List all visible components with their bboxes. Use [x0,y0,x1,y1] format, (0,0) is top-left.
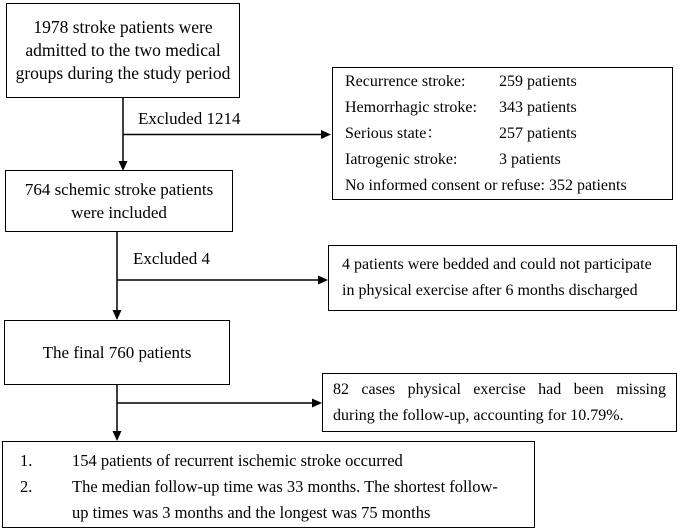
outcome-item-number: 1. [20,451,33,470]
exclusion-label: Serious state： [345,124,443,142]
outcome-item-2-line-2: up times was 3 months and the longest was 75 months [72,503,431,522]
outcome-item-text [72,448,403,474]
final-patients-text: The final 760 patients [42,343,192,362]
box-included-patients [5,170,233,232]
exclusion-label: Recurrence stroke: [345,72,466,90]
exclusion-value: 3 patients [499,150,561,168]
outcome-item-2 [3,474,534,526]
exclusion-row-hemorrhagic [333,95,672,121]
exclusion-value: 343 patients [499,98,577,116]
box-final-patients [4,320,230,385]
arrowhead-excluded-4 [318,276,328,285]
missing-line-1: 82 cases physical exercise had been missing [333,381,666,398]
box-missing-followup [322,373,677,432]
exclusion-row-iatrogenic [333,147,672,173]
exclusion-row-no-consent: No informed consent or refuse: 352 patients [345,176,627,194]
arrowhead-excluded-1214 [321,130,331,139]
arrowhead-into-missing-box [312,399,322,408]
exclusion-row-serious [333,121,672,147]
exclusion-label: Hemorrhagic stroke: [345,98,477,116]
bedridden-line-2: in physical exercise after 6 months discharged [342,282,638,299]
included-line-2: were included [71,203,167,222]
box-exclusion-reasons [332,67,673,200]
box-bedridden-patients [328,245,677,311]
exclusion-row-recurrence [333,69,672,95]
outcome-item-2-line-1: The median follow-up time was 33 months. The shortest follow- [72,477,498,496]
missing-line-2: during the follow-up, accounting for 10.79%. [333,407,624,424]
label-excluded-1214: Excluded 1214 [138,109,241,128]
arrowhead-into-outcome [113,431,122,441]
outcome-item-1-line-1: 154 patients of recurrent ischemic stroke occurred [72,451,403,470]
outcome-item-1 [3,448,534,474]
admitted-line-1: 1978 stroke patients were [33,17,213,37]
admitted-line-3: groups during the study period [15,63,231,83]
outcome-item-number: 2. [20,477,33,496]
bedridden-line-1: 4 patients were bedded and could not participate [342,256,652,273]
admitted-line-2: admitted to the two medical [25,40,221,60]
arrowhead-into-final [113,310,122,320]
exclusion-label: Iatrogenic stroke: [345,150,458,168]
outcome-item-text [72,474,498,526]
exclusion-value: 259 patients [499,72,577,90]
box-admitted-patients [6,3,240,98]
exclusion-value: 257 patients [499,124,577,142]
label-excluded-4: Excluded 4 [133,249,210,268]
included-line-1: 764 schemic stroke patients [24,180,214,199]
box-outcome-summary [2,441,535,528]
